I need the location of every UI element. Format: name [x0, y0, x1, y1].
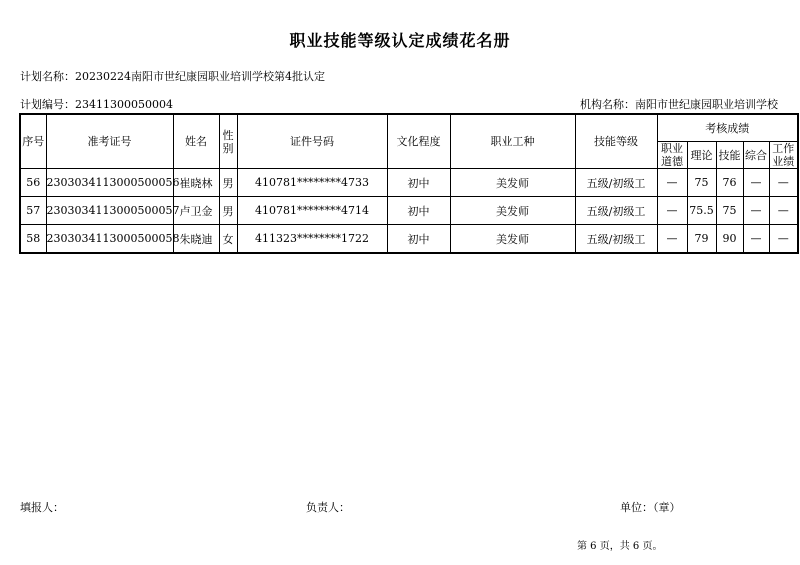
cell-seq: 57: [20, 197, 46, 225]
cell-name: 崔晓林: [173, 169, 219, 197]
filler-label: 填报人：: [20, 501, 64, 514]
header-seq: 序号: [20, 114, 46, 169]
cell-ethics: —: [657, 225, 687, 254]
header-overall: 综合: [743, 142, 769, 169]
cell-skill-level: 五级/初级工: [575, 197, 657, 225]
cell-theory: 79: [687, 225, 716, 254]
cell-gender: 男: [219, 197, 237, 225]
cell-occupation: 美发师: [450, 225, 575, 254]
cell-performance: —: [769, 197, 798, 225]
header-theory: 理论: [687, 142, 716, 169]
page-title: 职业技能等级认定成绩花名册: [289, 31, 511, 50]
header-skill: 技能: [716, 142, 743, 169]
cell-education: 初中: [387, 197, 450, 225]
cell-ethics: —: [657, 169, 687, 197]
cell-overall: —: [743, 225, 769, 254]
cell-gender: 男: [219, 169, 237, 197]
header-skill-level: 技能等级: [575, 114, 657, 169]
unit-seal-label: 单位：（章）: [620, 501, 681, 514]
cell-theory: 75.5: [687, 197, 716, 225]
cell-education: 初中: [387, 169, 450, 197]
header-id: 证件号码: [237, 114, 387, 169]
table-row: [20, 197, 798, 225]
cell-overall: —: [743, 197, 769, 225]
cell-seq: 58: [20, 225, 46, 254]
organization-name: 机构名称：南阳市世纪康园职业培训学校: [580, 98, 778, 111]
cell-ticket: 2303034113000500058: [46, 225, 173, 254]
cell-ethics: —: [657, 197, 687, 225]
header-name: 姓名: [173, 114, 219, 169]
cell-id: 410781********4733: [237, 169, 387, 197]
cell-skill-level: 五级/初级工: [575, 225, 657, 254]
cell-theory: 75: [687, 169, 716, 197]
cell-skill: 75: [716, 197, 743, 225]
header-gender: 性别: [219, 114, 237, 169]
cell-skill-level: 五级/初级工: [575, 169, 657, 197]
responsible-person-label: 负责人：: [306, 501, 350, 514]
header-ticket: 准考证号: [46, 114, 173, 169]
cell-performance: —: [769, 169, 798, 197]
score-roster-table: [19, 113, 799, 254]
cell-id: 410781********4714: [237, 197, 387, 225]
cell-gender: 女: [219, 225, 237, 254]
cell-overall: —: [743, 169, 769, 197]
header-occupation: 职业工种: [450, 114, 575, 169]
header-education: 文化程度: [387, 114, 450, 169]
cell-seq: 56: [20, 169, 46, 197]
cell-occupation: 美发师: [450, 169, 575, 197]
cell-performance: —: [769, 225, 798, 254]
header-assessment: 考核成绩: [657, 114, 798, 142]
cell-education: 初中: [387, 225, 450, 254]
plan-name: 计划名称：20230224南阳市世纪康园职业培训学校第4批认定: [20, 70, 325, 83]
cell-id: 411323********1722: [237, 225, 387, 254]
table-row: [20, 169, 798, 197]
cell-skill: 90: [716, 225, 743, 254]
page-number: 第 6 页，共 6 页。: [577, 541, 663, 552]
plan-number: 计划编号：23411300050004: [20, 98, 173, 111]
cell-ticket: 2303034113000500056: [46, 169, 173, 197]
cell-ticket: 2303034113000500057: [46, 197, 173, 225]
header-ethics: 职业道德: [657, 142, 687, 169]
table-row: [20, 225, 798, 254]
cell-name: 卢卫金: [173, 197, 219, 225]
cell-name: 朱晓迪: [173, 225, 219, 254]
header-performance: 工作业绩: [769, 142, 798, 169]
cell-occupation: 美发师: [450, 197, 575, 225]
cell-skill: 76: [716, 169, 743, 197]
